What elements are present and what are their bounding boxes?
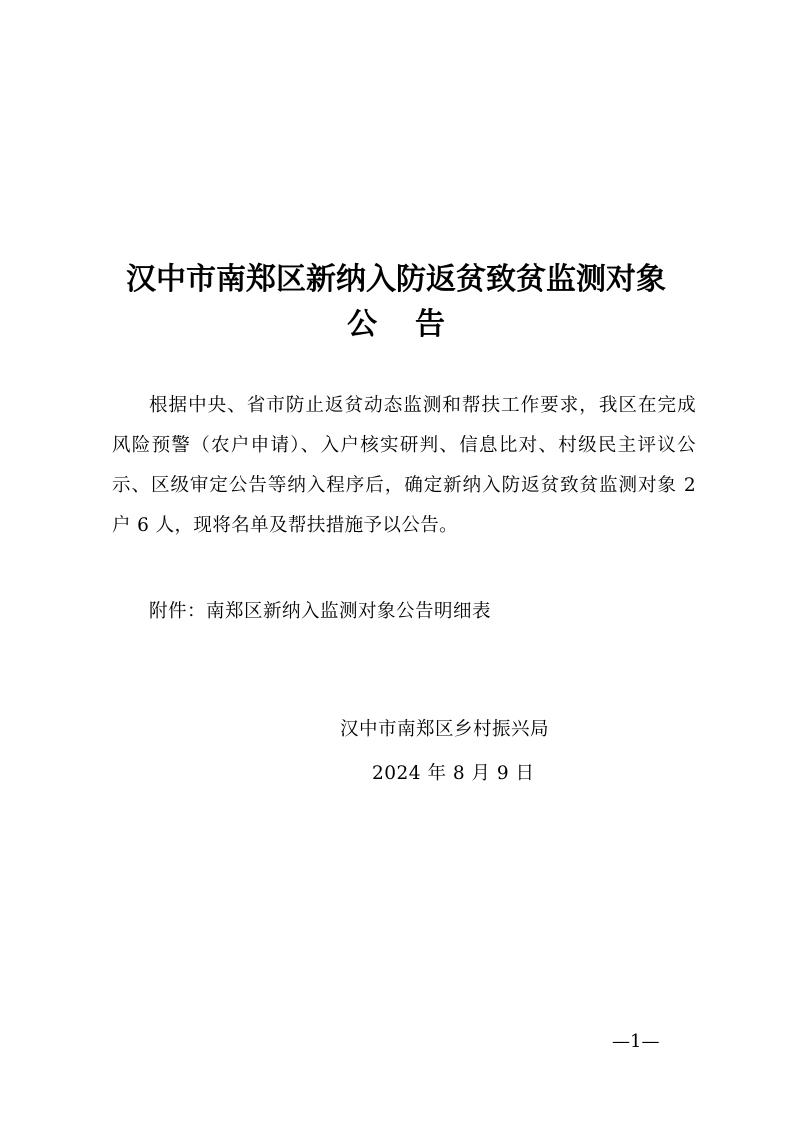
document-title: 汉中市南郑区新纳入防返贫致贫监测对象 [126, 262, 666, 297]
attachment-note: 附件：南郑区新纳入监测对象公告明细表 [149, 601, 492, 622]
body-paragraph: 根据中央、省市防止返贫动态监测和帮扶工作要求，我区在完成风险预警（农户申请）、入户核实研判、信息比对、村级民主评议公示、区级审定公告等纳入程序后，确定新纳入防返贫致贫监测对象 2 户 6 人，现将名单及帮扶措施予以公告。 [112, 395, 696, 536]
page-number: —1— [612, 1031, 660, 1052]
signature-date: 2024 年 8 月 9 日 [372, 763, 535, 784]
signature-organization: 汉中市南郑区乡村振兴局 [340, 719, 550, 740]
document-subtitle: 公告 [347, 307, 483, 342]
